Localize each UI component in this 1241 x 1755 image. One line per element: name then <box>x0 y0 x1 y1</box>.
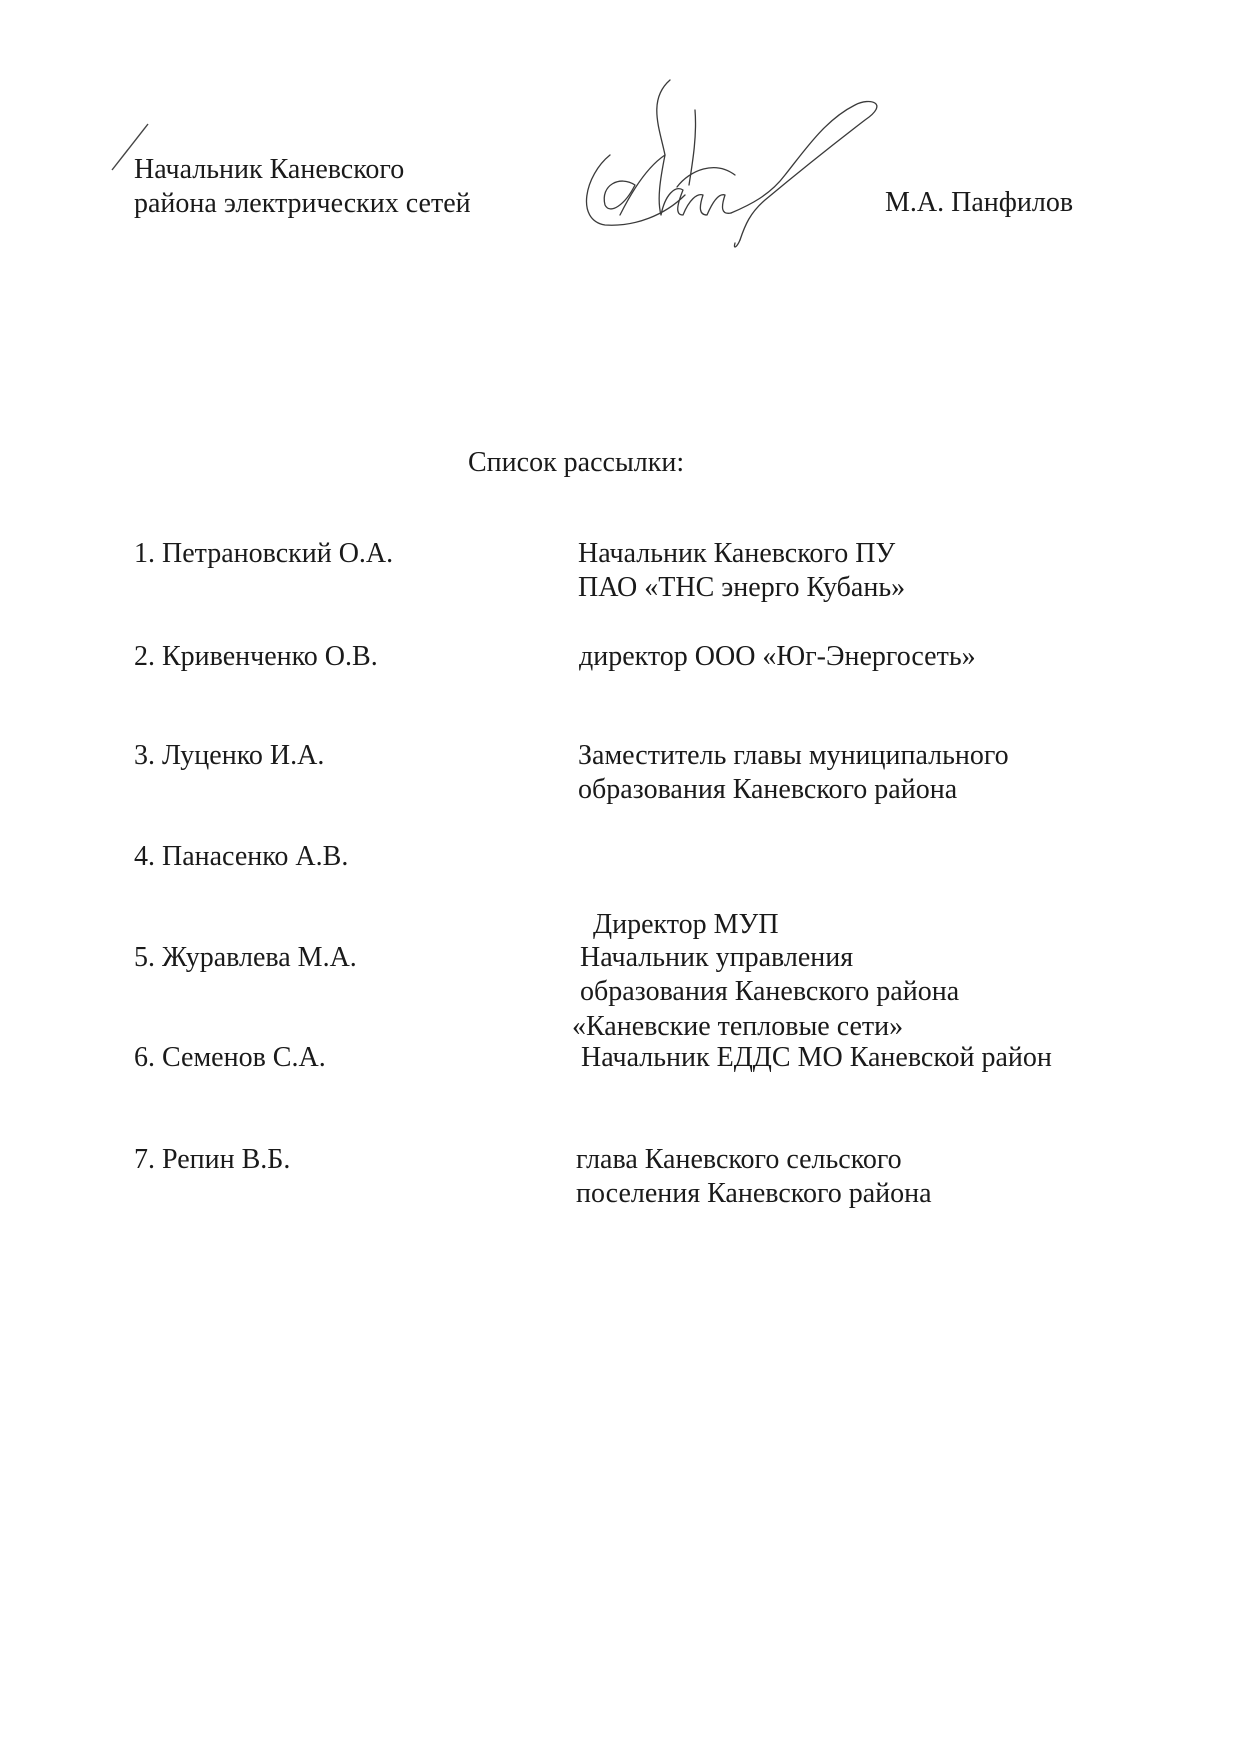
recipient-name: 3. Луценко И.А. <box>134 740 325 771</box>
distribution-list-title: Список рассылки: <box>468 447 685 478</box>
recipient-position <box>580 941 959 1009</box>
recipient-name: 2. Кривенченко О.В. <box>134 641 378 672</box>
recipient-position-line: образования Каневского района <box>580 976 960 1007</box>
recipient-position-line: ПАО «ТНС энерго Кубань» <box>578 572 906 603</box>
recipient-position-line: Начальник ЕДДС МО Каневской район <box>581 1042 1052 1073</box>
recipient-position-line: Заместитель главы муниципального <box>578 740 1009 771</box>
recipient-position-line: Начальник управления <box>580 942 854 973</box>
handwritten-signature <box>565 75 895 250</box>
recipient-position <box>579 640 976 674</box>
recipient-name: 6. Семенов С.А. <box>134 1042 326 1073</box>
recipient-position <box>581 1041 1052 1075</box>
signatory-position-line1: Начальник Каневского <box>134 154 405 185</box>
recipient-name: 1. Петрановский О.А. <box>134 538 394 569</box>
signatory-position-line2: района электрических сетей <box>134 188 471 219</box>
signatory-name: М.А. Панфилов <box>885 187 1074 218</box>
recipient-position <box>578 739 1009 807</box>
recipient-position-line: директор ООО «Юг-Энергосеть» <box>579 641 976 672</box>
recipient-position-line: Директор МУП <box>586 909 779 940</box>
signatory-position <box>134 153 471 221</box>
recipient-name: 4. Панасенко А.В. <box>134 841 349 872</box>
recipient-position-line: образования Каневского района <box>578 774 958 805</box>
recipient-name: 5. Журавлева М.А. <box>134 942 357 973</box>
recipient-position-line: глава Каневского сельского <box>576 1144 902 1175</box>
recipient-position <box>576 1143 932 1211</box>
recipient-name: 7. Репин В.Б. <box>134 1144 291 1175</box>
recipient-position-line: Начальник Каневского ПУ <box>578 538 896 569</box>
recipient-position-line: поселения Каневского района <box>576 1178 932 1209</box>
recipient-position <box>578 537 905 605</box>
recipient-position-line: «Каневские тепловые сети» <box>572 1011 904 1042</box>
